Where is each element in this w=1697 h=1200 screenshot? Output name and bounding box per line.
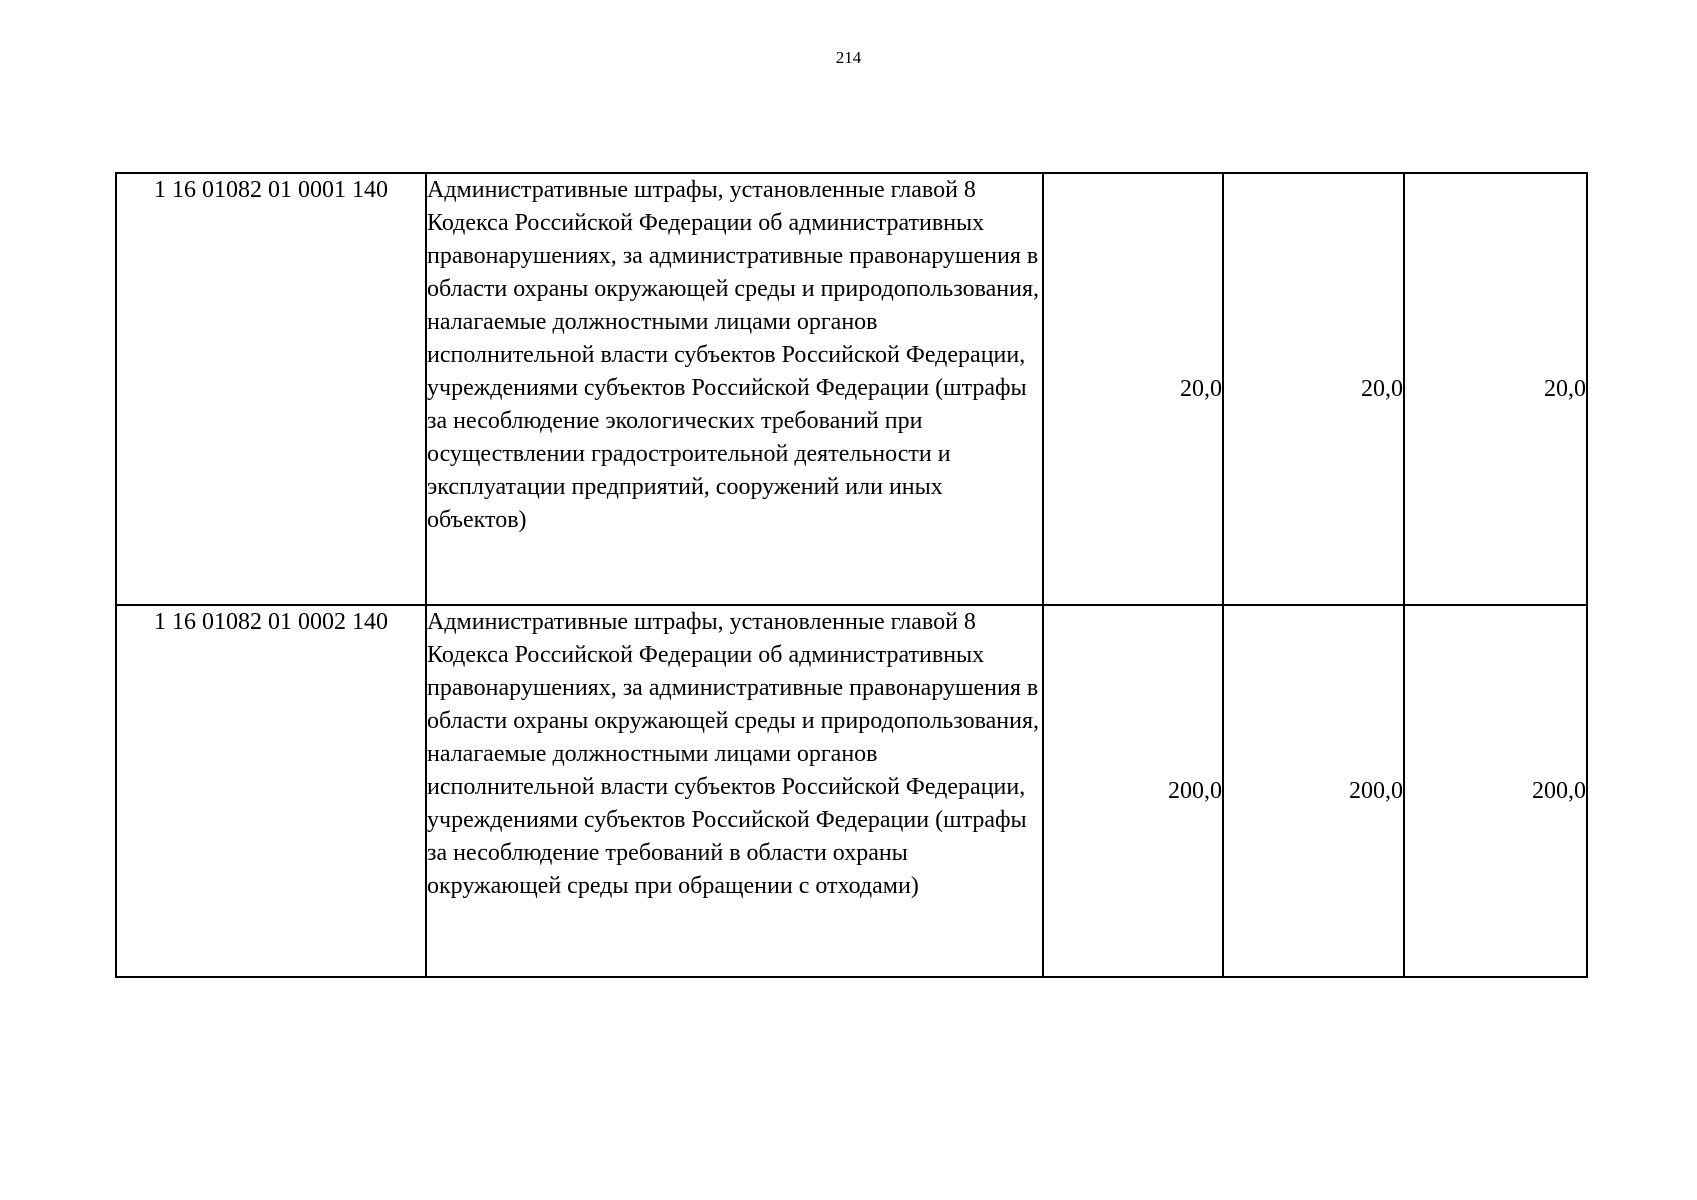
description-cell: Административные штрафы, установленные главой 8 Кодекса Российской Федерации об административных правонарушениях, за административные правонарушения в области охраны окружающей среды и природопользования, налагаемые должностными лицами органов исполнительной власти субъектов Российской Федерации, учреждениями субъектов Российской Федерации (штрафы за несоблюдение экологических требований при осуществлении градостроительной деятельности и эксплуатации предприятий, сооружений или иных объектов) [426, 173, 1043, 605]
value-cell-year-3: 200,0 [1404, 605, 1587, 977]
value-cell-year-2: 20,0 [1223, 173, 1404, 605]
value-cell-year-1: 200,0 [1043, 605, 1223, 977]
budget-code-cell: 1 16 01082 01 0002 140 [116, 605, 426, 977]
budget-code-cell: 1 16 01082 01 0001 140 [116, 173, 426, 605]
budget-table [115, 172, 1588, 978]
value-cell-year-2: 200,0 [1223, 605, 1404, 977]
page-number: 214 [835, 48, 862, 67]
description-cell: Административные штрафы, установленные главой 8 Кодекса Российской Федерации об административных правонарушениях, за административные правонарушения в области охраны окружающей среды и природопользования, налагаемые должностными лицами органов исполнительной власти субъектов Российской Федерации, учреждениями субъектов Российской Федерации (штрафы за несоблюдение требований в области охраны окружающей среды при обращении с отходами) [426, 605, 1043, 977]
value-cell-year-1: 20,0 [1043, 173, 1223, 605]
table-row [116, 605, 1587, 977]
table-row [116, 173, 1587, 605]
value-cell-year-3: 20,0 [1404, 173, 1587, 605]
